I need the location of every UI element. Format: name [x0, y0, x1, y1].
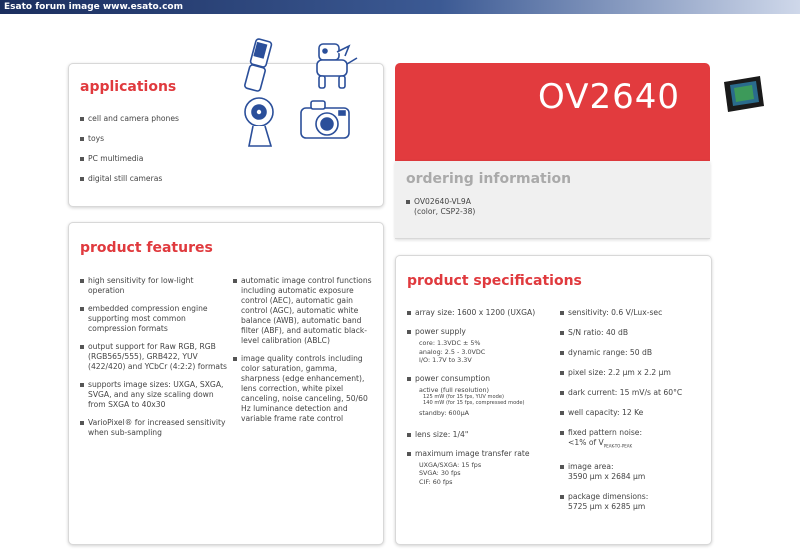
list-item: VarioPixel® for increased sensitivity when sub-sampling: [80, 418, 227, 438]
spec-lens-size: lens size: 1/4": [407, 430, 557, 440]
spec-dynamic-range: dynamic range: 50 dB: [560, 348, 705, 358]
specs-title: product specifications: [407, 273, 582, 289]
ordering-info-panel: [395, 161, 710, 239]
spec-power-supply: [407, 327, 557, 365]
ordering-title: ordering information: [406, 171, 572, 187]
forum-banner: [0, 0, 800, 14]
spec-value: [568, 438, 705, 452]
list-item: image quality controls including color saturation, gamma, sharpness (edge enhancement), lens correction, white pixel canceling, noise canceling, 50/60 Hz luminance detection and variable frame rate control: [233, 354, 373, 424]
fpn-value: <1% of V: [568, 438, 604, 447]
list-item: digital still cameras: [80, 174, 240, 184]
spec-value: 140 mW (for 15 fps, compressed mode): [423, 400, 525, 407]
application-illustrations: [239, 38, 369, 163]
spec-well-capacity: well capacity: 12 Ke: [560, 408, 705, 418]
specs-right-list: [560, 308, 705, 512]
list-item: supports image sizes: UXGA, SXGA, SVGA, and any size scaling down from SXGA to 40x30: [80, 380, 227, 410]
spec-value: core: 1.3VDC ± 5%: [419, 339, 481, 347]
spec-image-area: [560, 462, 705, 482]
applications-list: [80, 114, 240, 184]
spec-value: SVGA: 30 fps: [419, 469, 461, 478]
ordering-package: (color, CSP2-38): [414, 207, 476, 216]
spec-transfer-rate: [407, 449, 557, 487]
product-features-card: [68, 222, 384, 545]
list-item: output support for Raw RGB, RGB (RGB565/555), GRB422, YUV (422/420) and YCbCr (4:2:2) formats: [80, 342, 227, 372]
spec-pixel-size: pixel size: 2.2 μm x 2.2 μm: [560, 368, 705, 378]
flip-phone-icon: [244, 38, 272, 91]
spec-value: CIF: 60 fps: [419, 477, 453, 486]
spec-value: analog: 2.5 - 3.0VDC: [419, 347, 486, 356]
ordering-list: [406, 197, 606, 207]
robot-dog-icon: [317, 44, 357, 88]
list-item: PC multimedia: [80, 154, 240, 164]
spec-sn-ratio: S/N ratio: 40 dB: [560, 328, 705, 338]
spec-label: image area:: [568, 461, 614, 471]
spec-sensitivity: sensitivity: 0.6 V/Lux-sec: [560, 308, 705, 318]
applications-card: [68, 63, 384, 207]
spec-value: active (full resolution): [419, 385, 490, 394]
banner-text: Esato forum image www.esato.com: [4, 2, 183, 12]
spec-fixed-pattern-noise: [560, 428, 705, 452]
spec-package-dimensions: [560, 492, 705, 512]
spec-label: package dimensions:: [568, 491, 649, 501]
spec-array-size: array size: 1600 x 1200 (UXGA): [407, 308, 557, 318]
spec-label: maximum image transfer rate: [415, 448, 530, 458]
spec-label: power supply: [415, 327, 466, 336]
list-item: embedded compression engine supporting most common compression formats: [80, 304, 227, 334]
list-item: cell and camera phones: [80, 114, 240, 124]
spec-dark-current: dark current: 15 mV/s at 60°C: [560, 388, 705, 398]
specs-left-list: [407, 308, 557, 486]
product-specifications-card: [395, 255, 712, 545]
spec-value: 125 mW (for 15 fps, YUV mode): [423, 394, 504, 400]
spec-label: fixed pattern noise:: [568, 428, 643, 437]
spec-value: 3590 μm x 2684 μm: [568, 471, 646, 481]
part-header: [395, 63, 710, 161]
fpn-subscript: PEAK-TO-PEAK: [603, 443, 633, 449]
applications-title: applications: [80, 79, 177, 95]
digital-camera-icon: [301, 101, 349, 138]
spec-power-consumption: [407, 374, 557, 418]
features-right-list: [233, 276, 373, 424]
features-title: product features: [80, 240, 213, 256]
spec-value: standby: 600μA: [419, 409, 470, 418]
part-name: OV2640: [538, 77, 680, 117]
sensor-chip-image: [720, 74, 766, 114]
list-item: high sensitivity for low-light operation: [80, 276, 227, 296]
spec-value: UXGA/SXGA: 15 fps: [419, 460, 482, 469]
ordering-code: OV02640-VL9A: [406, 197, 606, 207]
features-left-list: [80, 276, 227, 438]
list-item: automatic image control functions including automatic exposure control (AEC), automatic gain control (AGC), automatic white balance (AWB), automatic band filter (ABF), and automatic black-level calibration (ABLC): [233, 276, 373, 346]
spec-value: 5725 μm x 6285 μm: [568, 501, 646, 511]
spec-label: power consumption: [415, 373, 491, 383]
list-item: toys: [80, 134, 240, 144]
webcam-icon: [245, 98, 273, 146]
spec-value: I/O: 1.7V to 3.3V: [419, 356, 472, 364]
